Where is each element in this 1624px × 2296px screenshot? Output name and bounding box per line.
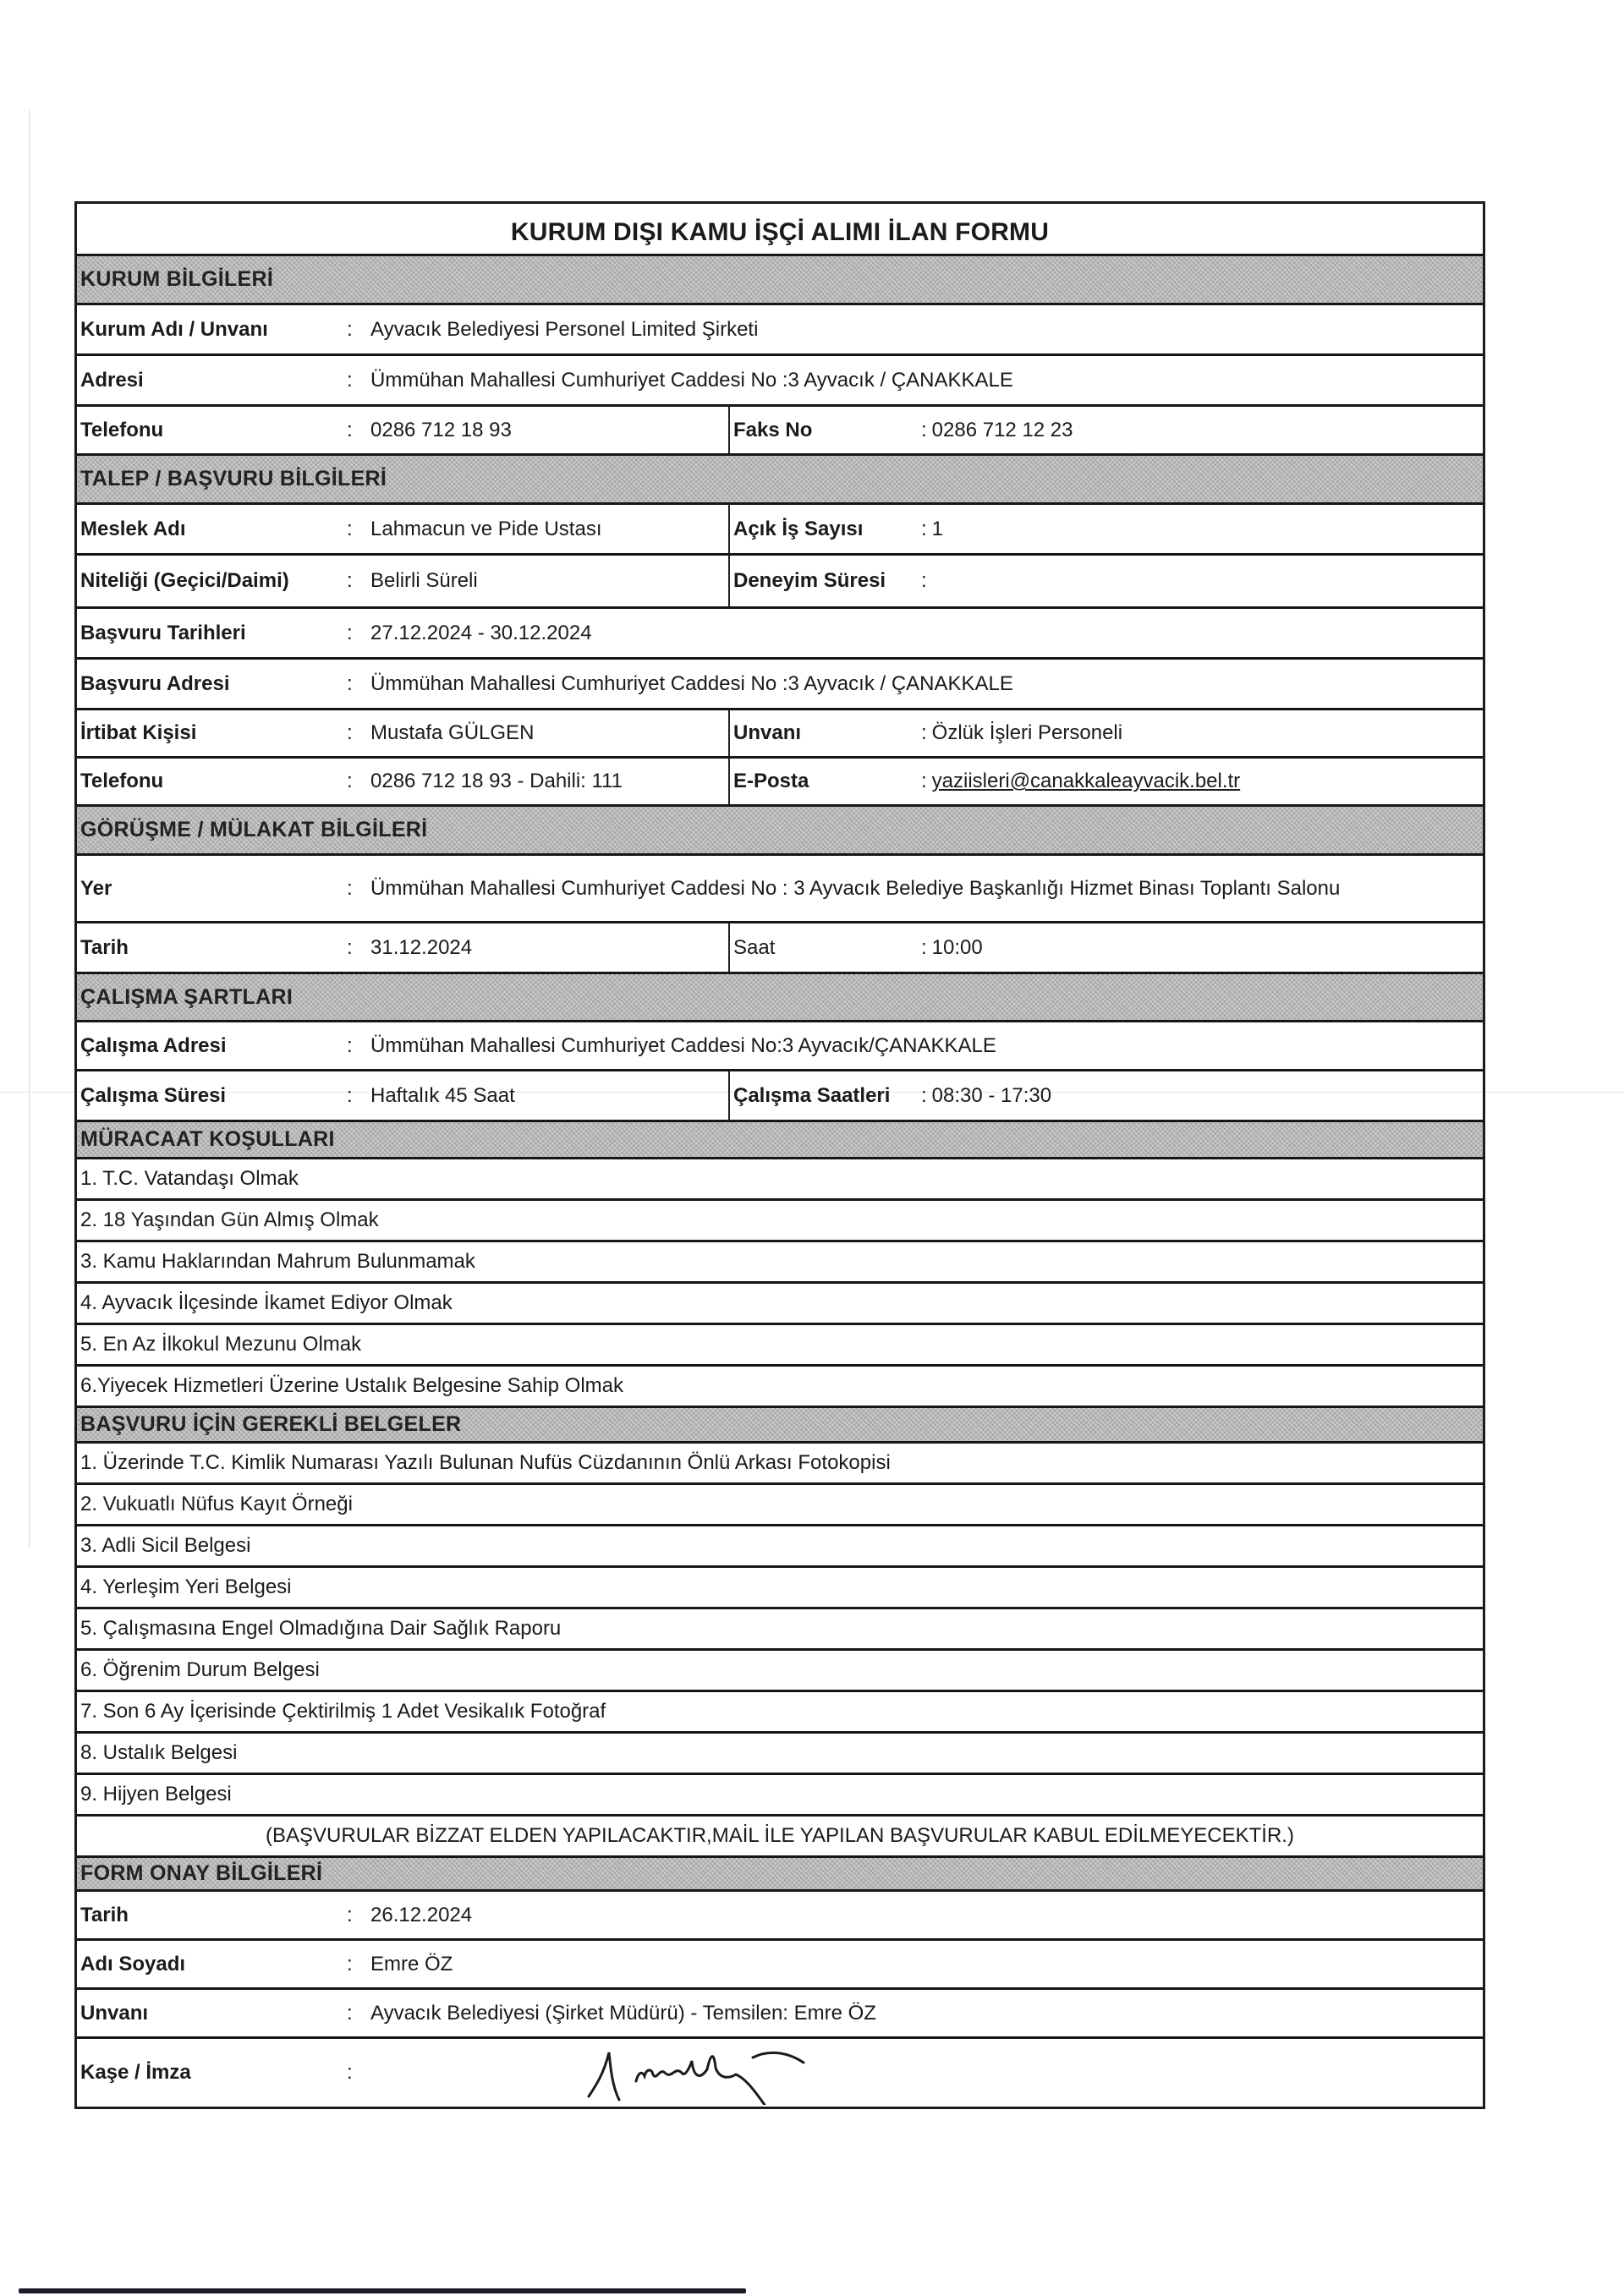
section-gorusme-header xyxy=(77,807,1483,856)
field-label: Unvanı xyxy=(733,721,802,744)
section-onay-header xyxy=(77,1858,1483,1892)
field-basvuru-adresi xyxy=(77,660,1483,710)
footer-rule xyxy=(19,2288,746,2293)
list-item-condition xyxy=(77,1325,1483,1367)
field-label: Kurum Adı / Unvanı xyxy=(80,317,268,341)
field-label: Unvanı xyxy=(80,2001,149,2025)
scan-margin-line xyxy=(29,110,30,1548)
colon: : xyxy=(347,721,353,744)
section-label: KURUM BİLGİLERİ xyxy=(80,267,274,291)
field-label: Adresi xyxy=(80,368,144,392)
field-kurum-adi xyxy=(77,305,1483,356)
field-niteligi-deneyim xyxy=(77,556,1483,609)
colon: : xyxy=(347,671,353,695)
document-text: 9. Hijyen Belgesi xyxy=(80,1783,232,1806)
list-item-document xyxy=(77,1568,1483,1609)
field-onay-tarih xyxy=(77,1892,1483,1941)
field-value: 0286 712 18 93 - Dahili: 111 xyxy=(370,770,623,792)
field-label: Faks No xyxy=(733,418,813,441)
field-value: Haftalık 45 Saat xyxy=(370,1083,515,1107)
section-talep-header xyxy=(77,456,1483,505)
field-value: 1 xyxy=(931,517,944,540)
field-value: 26.12.2024 xyxy=(370,1903,473,1926)
section-label: FORM ONAY BİLGİLERİ xyxy=(80,1861,323,1885)
field-kase-imza xyxy=(77,2039,1483,2107)
list-item-document xyxy=(77,1775,1483,1817)
colon: : xyxy=(347,2061,353,2084)
field-value: Belirli Süreli xyxy=(370,569,478,592)
field-value: 10:00 xyxy=(931,935,983,959)
colon: : xyxy=(347,1952,353,1975)
field-meslek-acik-is xyxy=(77,505,1483,556)
field-label: Tarih xyxy=(80,935,129,959)
colon: : xyxy=(921,1083,927,1107)
field-label: Çalışma Adresi xyxy=(80,1033,227,1057)
list-item-document xyxy=(77,1692,1483,1734)
colon: : xyxy=(347,770,353,792)
document-text: 8. Ustalık Belgesi xyxy=(80,1741,238,1764)
job-announcement-form xyxy=(74,201,1485,2109)
colon: : xyxy=(347,2001,353,2025)
field-basvuru-tarihleri xyxy=(77,609,1483,660)
field-value: Ümmühan Mahallesi Cumhuriyet Caddesi No:3 Ayvacık/ÇANAKKALE xyxy=(370,1033,996,1057)
condition-text: 6.Yiyecek Hizmetleri Üzerine Ustalık Belgesine Sahip Olmak xyxy=(80,1374,624,1397)
colon: : xyxy=(921,569,927,592)
field-value: 0286 712 18 93 xyxy=(370,418,512,441)
field-value: Ümmühan Mahallesi Cumhuriyet Caddesi No :3 Ayvacık / ÇANAKKALE xyxy=(370,368,1013,392)
list-item-document xyxy=(77,1444,1483,1485)
section-kurum-header xyxy=(77,256,1483,305)
field-label: Adı Soyadı xyxy=(80,1952,186,1975)
field-onay-adi-soyadi xyxy=(77,1941,1483,1990)
section-label: TALEP / BAŞVURU BİLGİLERİ xyxy=(80,467,387,490)
field-label: Telefonu xyxy=(80,770,164,792)
field-value: Ayvacık Belediyesi (Şirket Müdürü) - Temsilen: Emre ÖZ xyxy=(370,2001,876,2025)
field-label: Çalışma Süresi xyxy=(80,1083,227,1107)
application-notice xyxy=(77,1817,1483,1858)
section-label: MÜRACAAT KOŞULLARI xyxy=(80,1127,335,1151)
field-label: E-Posta xyxy=(733,770,809,792)
colon: : xyxy=(921,770,927,792)
colon: : xyxy=(347,317,353,341)
field-label: İrtibat Kişisi xyxy=(80,721,197,744)
colon: : xyxy=(347,621,353,644)
field-adresi xyxy=(77,356,1483,407)
colon: : xyxy=(347,517,353,540)
field-yer xyxy=(77,856,1483,923)
field-tarih-saat xyxy=(77,923,1483,974)
colon: : xyxy=(347,418,353,441)
colon: : xyxy=(347,1903,353,1926)
field-value: 27.12.2024 - 30.12.2024 xyxy=(370,621,592,644)
section-muracaat-header xyxy=(77,1122,1483,1159)
section-label: ÇALIŞMA ŞARTLARI xyxy=(80,984,294,1009)
field-value: Emre ÖZ xyxy=(370,1952,453,1975)
field-label: Saat xyxy=(733,935,776,959)
notice-text: (BAŞVURULAR BİZZAT ELDEN YAPILACAKTIR,MAİL İLE YAPILAN BAŞVURULAR KABUL EDİLMEYECEKTİR.) xyxy=(266,1824,1294,1847)
condition-text: 1. T.C. Vatandaşı Olmak xyxy=(80,1167,299,1190)
document-text: 2. Vukuatlı Nüfus Kayıt Örneği xyxy=(80,1493,353,1515)
colon: : xyxy=(347,876,353,900)
field-label: Meslek Adı xyxy=(80,517,186,540)
signature-icon xyxy=(587,2044,866,2105)
list-item-document xyxy=(77,1526,1483,1568)
field-label: Telefonu xyxy=(80,418,164,441)
field-label: Kaşe / İmza xyxy=(80,2061,191,2084)
email-link[interactable]: yaziisleri@canakkaleayvacik.bel.tr xyxy=(931,770,1241,792)
field-calisma-sure-saatleri xyxy=(77,1071,1483,1122)
field-label: Deneyim Süresi xyxy=(733,569,886,592)
document-text: 6. Öğrenim Durum Belgesi xyxy=(80,1658,320,1681)
colon: : xyxy=(347,1083,353,1107)
colon: : xyxy=(921,418,927,441)
condition-text: 5. En Az İlkokul Mezunu Olmak xyxy=(80,1333,362,1356)
field-telefon-faks xyxy=(77,407,1483,456)
list-item-document xyxy=(77,1651,1483,1692)
colon: : xyxy=(347,569,353,592)
form-title-row xyxy=(77,204,1483,256)
colon: : xyxy=(347,368,353,392)
section-calisma-header xyxy=(77,974,1483,1022)
section-label: GÖRÜŞME / MÜLAKAT BİLGİLERİ xyxy=(80,818,428,841)
form-title: KURUM DIŞI KAMU İŞÇİ ALIMI İLAN FORMU xyxy=(510,217,1050,246)
field-value: 08:30 - 17:30 xyxy=(931,1083,1052,1107)
field-irtibat-unvani xyxy=(77,710,1483,759)
field-telefon-eposta xyxy=(77,759,1483,807)
field-label: Niteliği (Geçici/Daimi) xyxy=(80,569,289,592)
list-item-document xyxy=(77,1609,1483,1651)
section-belgeler-header xyxy=(77,1408,1483,1444)
field-value: 0286 712 12 23 xyxy=(931,418,1073,441)
list-item-document xyxy=(77,1734,1483,1775)
field-label: Başvuru Tarihleri xyxy=(80,621,246,644)
document-text: 7. Son 6 Ay İçerisinde Çektirilmiş 1 Adet Vesikalık Fotoğraf xyxy=(80,1700,606,1723)
field-value: Mustafa GÜLGEN xyxy=(370,721,535,744)
field-label: Tarih xyxy=(80,1903,129,1926)
field-label: Çalışma Saatleri xyxy=(733,1083,891,1107)
list-item-condition xyxy=(77,1284,1483,1325)
field-value: Ümmühan Mahallesi Cumhuriyet Caddesi No :3 Ayvacık / ÇANAKKALE xyxy=(370,671,1013,695)
field-value: Lahmacun ve Pide Ustası xyxy=(370,517,602,540)
document-text: 3. Adli Sicil Belgesi xyxy=(80,1534,251,1557)
colon: : xyxy=(921,517,927,540)
field-label: Başvuru Adresi xyxy=(80,671,230,695)
document-text: 4. Yerleşim Yeri Belgesi xyxy=(80,1575,292,1598)
condition-text: 2. 18 Yaşından Gün Almış Olmak xyxy=(80,1208,379,1231)
colon: : xyxy=(347,935,353,959)
field-label: Açık İş Sayısı xyxy=(733,517,864,540)
field-calisma-adresi xyxy=(77,1022,1483,1071)
field-value: Ayvacık Belediyesi Personel Limited Şirketi xyxy=(370,317,759,341)
field-onay-unvani xyxy=(77,1990,1483,2039)
field-value: Özlük İşleri Personeli xyxy=(931,721,1123,744)
list-item-condition xyxy=(77,1201,1483,1242)
section-label: BAŞVURU İÇİN GEREKLİ BELGELER xyxy=(80,1412,462,1436)
list-item-condition xyxy=(77,1367,1483,1408)
field-label: Yer xyxy=(80,876,112,900)
document-text: 1. Üzerinde T.C. Kimlik Numarası Yazılı Bulunan Nufüs Cüzdanının Önlü Arkası Fotokopisi xyxy=(80,1451,891,1474)
field-value: Ümmühan Mahallesi Cumhuriyet Caddesi No : 3 Ayvacık Belediye Başkanlığı Hizmet Binası Toplantı Salonu xyxy=(370,876,1341,900)
document-text: 5. Çalışmasına Engel Olmadığına Dair Sağlık Raporu xyxy=(80,1617,562,1640)
colon: : xyxy=(921,721,927,744)
condition-text: 4. Ayvacık İlçesinde İkamet Ediyor Olmak xyxy=(80,1291,453,1314)
condition-text: 3. Kamu Haklarından Mahrum Bulunmamak xyxy=(80,1250,475,1273)
field-value: 31.12.2024 xyxy=(370,935,473,959)
list-item-condition xyxy=(77,1242,1483,1284)
colon: : xyxy=(921,935,927,959)
list-item-condition xyxy=(77,1159,1483,1201)
colon: : xyxy=(347,1033,353,1057)
list-item-document xyxy=(77,1485,1483,1526)
